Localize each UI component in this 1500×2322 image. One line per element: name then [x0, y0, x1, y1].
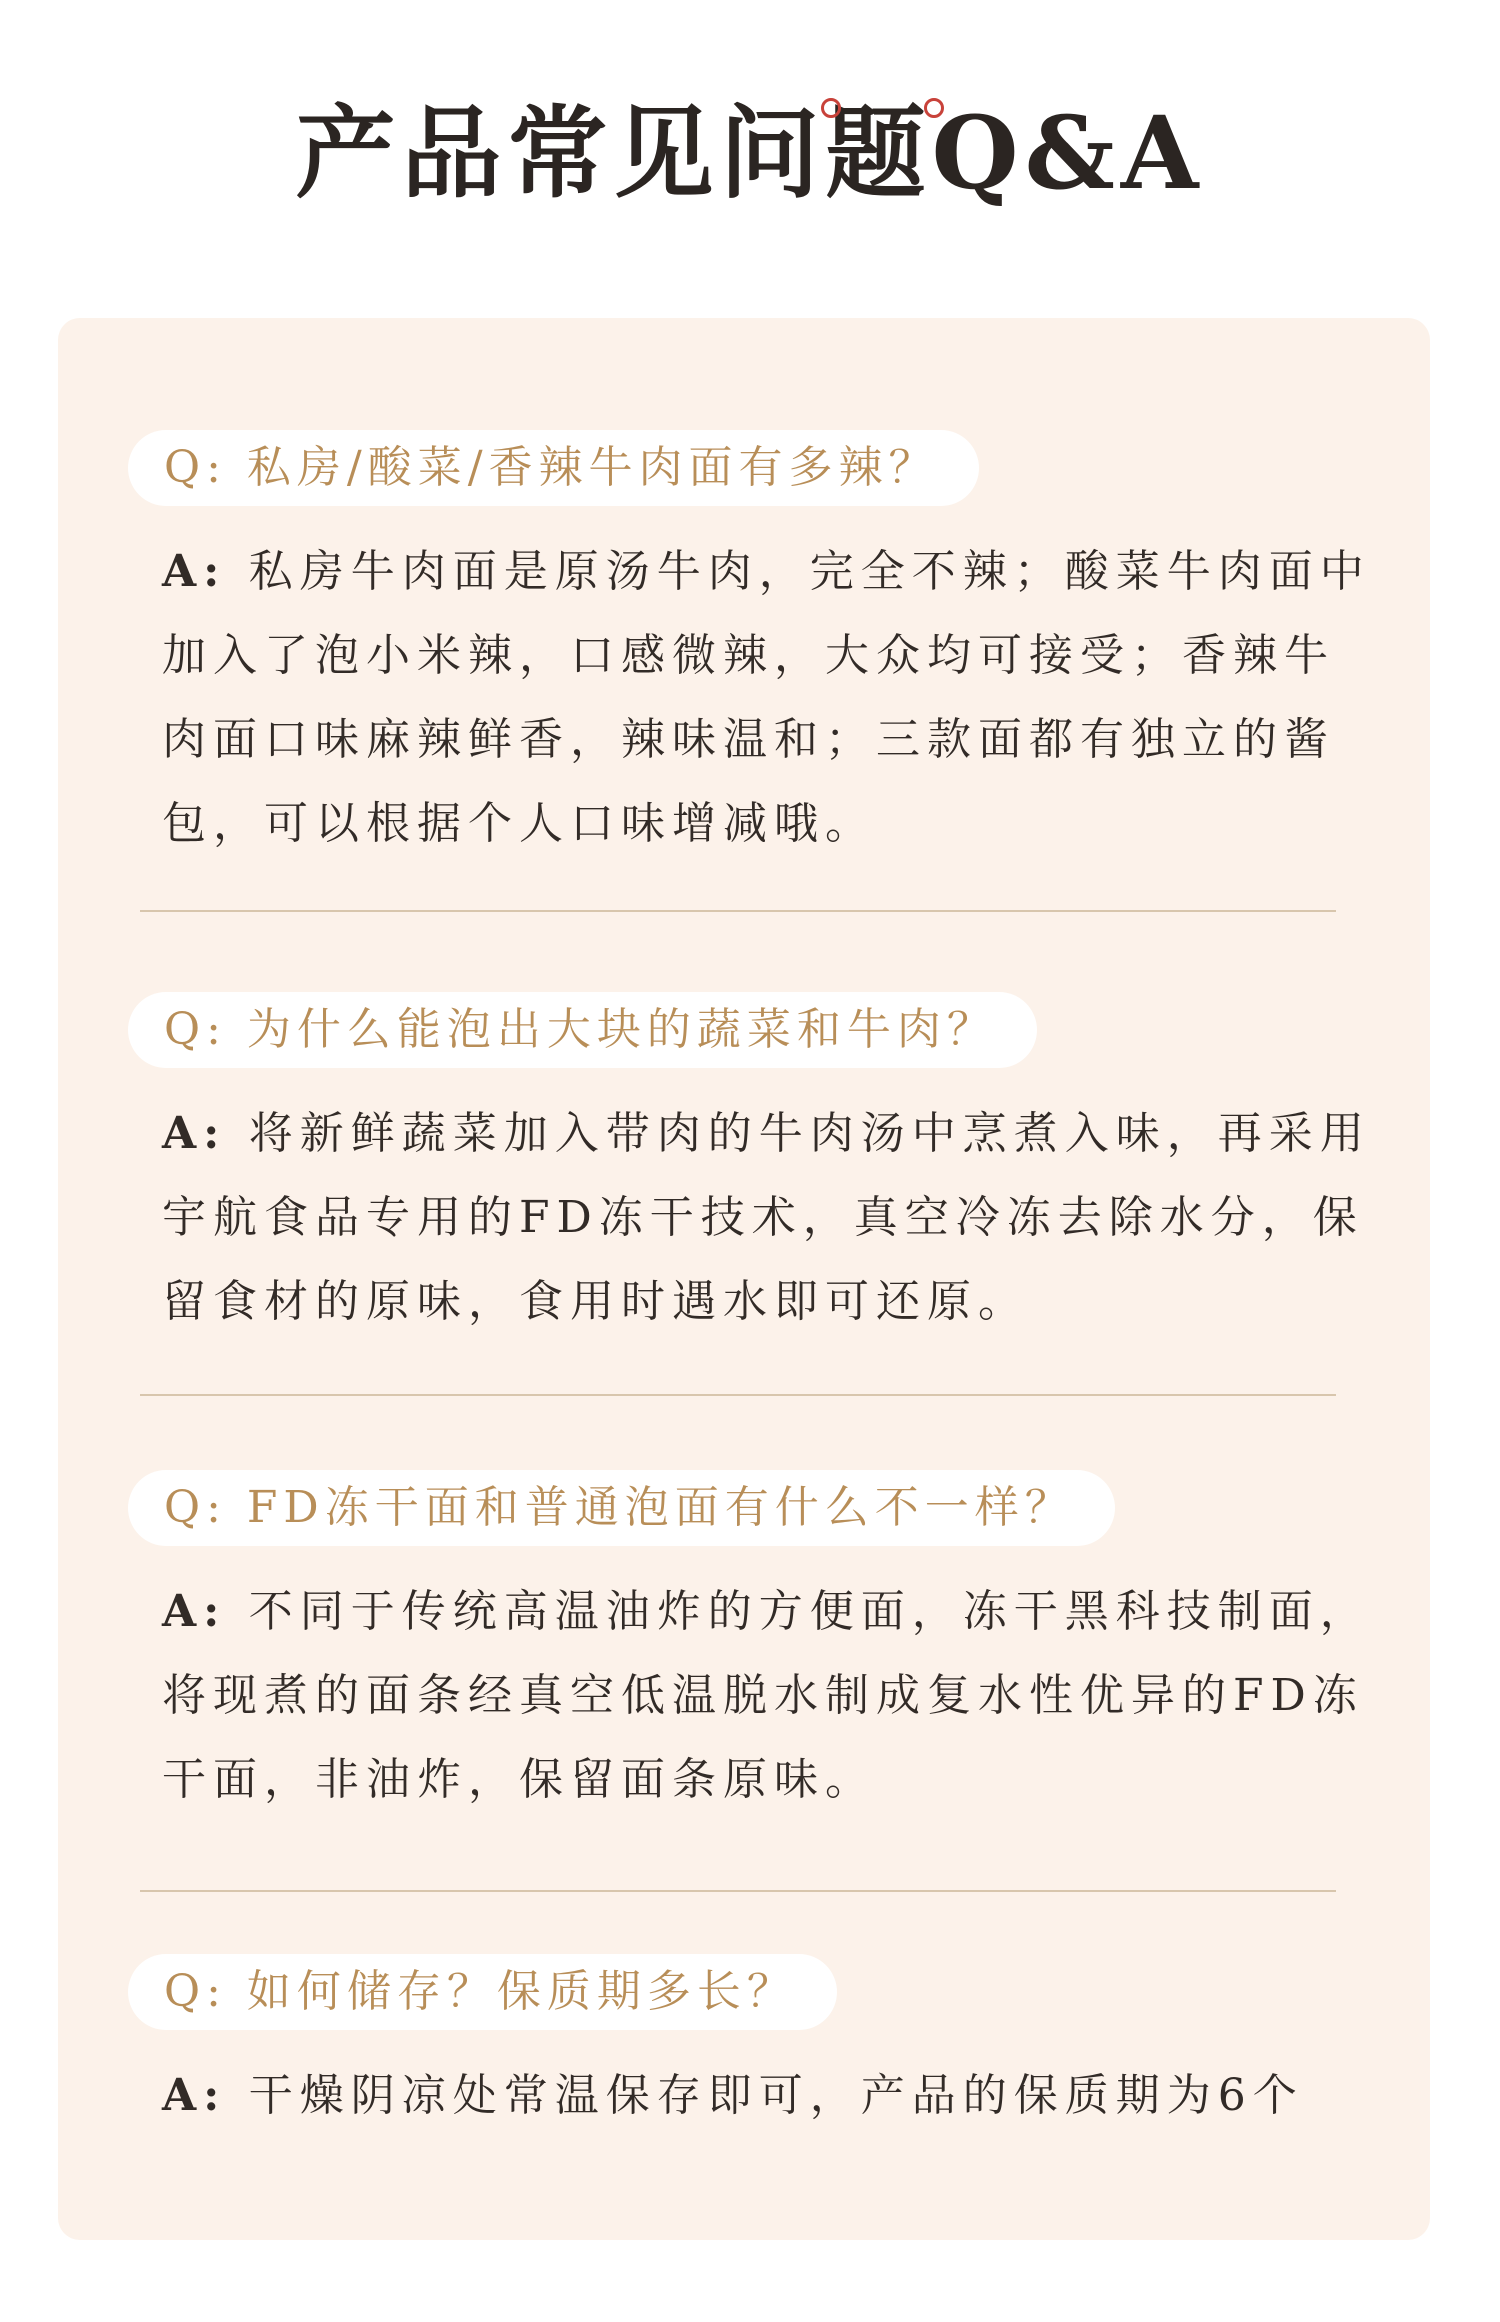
- question-pill: [128, 992, 1037, 1068]
- answer-prefix: A:: [162, 546, 249, 597]
- decorative-dot: [821, 98, 841, 118]
- answer-block: [162, 1570, 1382, 1822]
- answer-block: [162, 1092, 1382, 1344]
- question-text: Q: 如何储存？保质期多长？: [164, 1966, 797, 2017]
- question-text: Q: 私房/酸菜/香辣牛肉面有多辣？: [164, 442, 939, 493]
- divider: [140, 1890, 1336, 1892]
- answer-prefix: A:: [162, 2070, 249, 2121]
- page-title-text: 产品常见问题Q&A: [295, 94, 1205, 212]
- answer-text: 将新鲜蔬菜加入带肉的牛肉汤中烹煮入味，再采用宇航食品专用的FD冻干技术，真空冷冻去除水分，保留食材的原味，食用时遇水即可还原。: [162, 1108, 1371, 1327]
- question-pill: [128, 1470, 1115, 1546]
- question-pill: [128, 1954, 837, 2030]
- answer-text: 私房牛肉面是原汤牛肉，完全不辣；酸菜牛肉面中加入了泡小米辣，口感微辣，大众均可接受；香辣牛肉面口味麻辣鲜香，辣味温和；三款面都有独立的酱包，可以根据个人口味增减哦。: [162, 546, 1371, 849]
- page-title: [296, 88, 1205, 218]
- decorative-dot: [924, 98, 944, 118]
- question-text: Q: 为什么能泡出大块的蔬菜和牛肉？: [164, 1004, 997, 1055]
- question-text: Q: FD冻干面和普通泡面有什么不一样？: [164, 1482, 1075, 1533]
- answer-text: 干燥阴凉处常温保存即可，产品的保质期为6个: [248, 2070, 1304, 2121]
- answer-block: [162, 2054, 1382, 2138]
- divider: [140, 910, 1336, 912]
- title-wrap: [0, 88, 1500, 218]
- question-pill: [128, 430, 979, 506]
- qa-card: [58, 318, 1430, 2240]
- answer-prefix: A:: [162, 1586, 249, 1637]
- divider: [140, 1394, 1336, 1396]
- answer-prefix: A:: [162, 1108, 249, 1159]
- answer-block: [162, 530, 1382, 866]
- answer-text: 不同于传统高温油炸的方便面，冻干黑科技制面，将现煮的面条经真空低温脱水制成复水性优异的FD冻干面，非油炸，保留面条原味。: [162, 1586, 1371, 1805]
